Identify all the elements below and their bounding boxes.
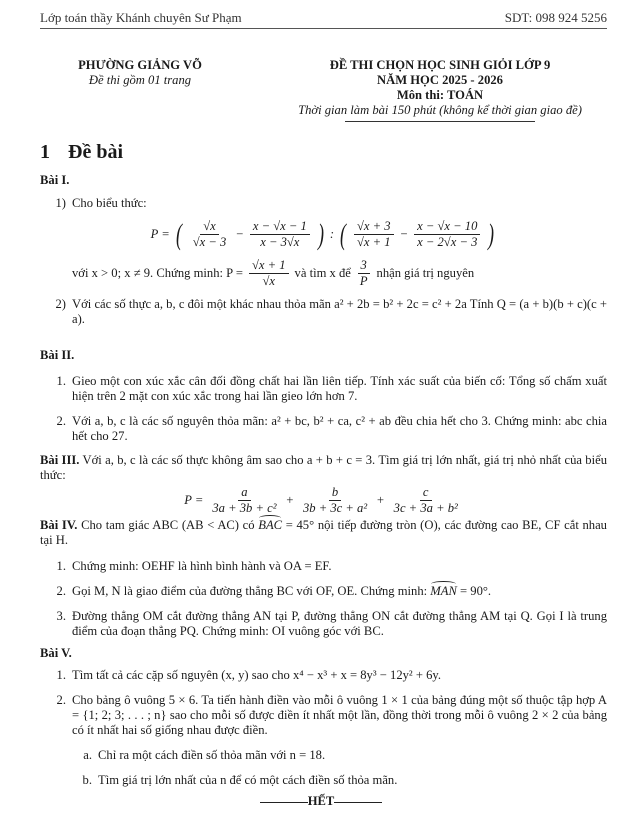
item-number: 2. [56,414,66,428]
text: với x > 0; x ≠ 9. Chứng minh: P = [72,266,243,280]
item-number: 2) [55,297,66,311]
item-text: Với a, b, c là các số nguyên thỏa mãn: a² + bc, b² + ca, c² + ab đều chia hết cho 3. Chứng minh: abc chia hết cho 27. [72,414,607,443]
problem-label: Bài I. [40,173,70,187]
item-number: a. [83,748,92,762]
end-marker [0,794,642,809]
problem-text: Với a, b, c là các số thực không âm sao cho a + b + c = 3. Tìm giá trị lớn nhất, giá trị nhỏ nhất của biểu thức: [40,453,607,482]
fraction: $\frac{√x + 3}{√x + 1}$ [354,219,394,250]
duration: Thời gian làm bài 150 phút (không kể thời gian giao đề) [298,103,582,117]
text: = 45° nội tiếp đường tròn (O), các đường cao BE, CF cắt nhau tại H. [40,518,607,547]
item-text: Với các số thực a, b, c đôi một khác nhau thỏa mãn a² + 2b = b² + 2c = c² + 2a Tính Q = (a + b)(b + c)(c + a). [72,297,607,326]
end-text: HẾT [307,794,335,808]
fraction: $\frac{√x + 1}{√x}$ [249,258,289,289]
item-number: 2. [56,584,66,598]
angle-man: MAN [430,584,457,598]
problem-label: Bài V. [40,646,72,660]
list-item [40,374,607,404]
section-title: Đề bài [68,141,123,163]
problem-4 [40,518,607,639]
problem-label: Bài III. [40,453,80,467]
fraction: $\frac{b}{\text{3b + 3c + a²}}$ [302,485,368,515]
fraction: $\frac{√x}{√x - 3}$ [192,219,227,249]
fraction: $\frac{a}{\text{3a + 3b + c²}}$ [212,485,277,515]
sub-item [40,773,607,788]
eq-lhs: P = [184,493,204,507]
item-number: 1. [56,559,66,573]
item-number: 2. [56,693,66,707]
list-item [40,196,607,211]
operator: : [329,227,335,241]
list-item [40,414,607,444]
list-item [40,297,607,327]
list-item [40,559,607,574]
header-left: Lớp toán thầy Khánh chuyên Sư Phạm [40,10,242,25]
text: và tìm x để [294,266,351,280]
text: Gọi M, N là giao điểm của đường thẳng BC với OF, OE. Chứng minh: [72,584,431,598]
item-number: 1. [56,374,66,388]
problem-2 [40,348,607,444]
page-count: Đề thi gồm 01 trang [88,73,192,87]
equation-p: P = ( $\frac{√x}{√x - 3}$ − $\frac{x - √x - 1}{x - 3√x}$ ) : ( $\frac{√x + 3}{√x + 1}$ − $\frac{x - √x - 10}{x - 2√x - 3}$ ) [150,217,495,251]
equation-p [40,485,607,516]
item-text: Đường thẳng OM cắt đường thẳng AN tại P, đường thẳng ON cắt đường thẳng AM tại Q. Gọi I là trung điểm của đoạn thẳng PQ. Chứng minh: OI vuông góc với BC. [72,609,607,638]
operator: + [376,493,385,507]
fraction: $\frac{3}{P}$ [357,258,371,289]
condition-line [72,258,607,289]
item-number: b. [82,773,92,787]
school-year: NĂM HỌC 2025 - 2026 [377,73,503,87]
problem-3 [40,453,607,516]
subject: Môn thi: TOÁN [396,88,484,102]
header-right: SDT: 098 924 5256 [504,10,607,25]
exam-title: ĐỀ THI CHỌN HỌC SINH GIỎI LỚP 9 [329,58,551,72]
title-left [40,58,240,88]
fraction: $\frac{x - √x - 1}{x - 3√x}$ [250,219,310,250]
fraction: $\frac{x - √x - 10}{x - 2√x - 3}$ [414,219,480,250]
list-item [40,693,607,738]
item-text: Chỉ ra một cách điền số thỏa mãn với n = 18. [98,748,326,762]
organization: PHƯỜNG GIẢNG VÕ [78,58,202,72]
section-number: 1 [40,141,50,163]
item-text: Tìm tất cả các cặp số nguyên (x, y) sao cho x⁴ − x³ + x = 8y³ − 12y² + 6y. [72,668,442,682]
page-header [40,10,607,29]
item-text: Cho biểu thức: [72,196,147,210]
item-text: Gieo một con xúc xắc cân đối đồng chất hai lần liên tiếp. Tính xác suất của biến cố: Tổng số chấm xuất hiện trên 2 mặt con xúc xắc trong hai lần gieo lớn hơn 7. [72,374,607,403]
item-number: 1) [55,196,66,210]
list-item [40,668,607,683]
item-number: 1. [56,668,66,682]
item-text: Tìm giá trị lớn nhất của n để có một cách điền số thỏa mãn. [98,773,398,787]
eq-lhs: P = [150,227,170,241]
operator: − [399,227,409,241]
problem-1 [40,173,607,327]
text: nhận giá trị nguyên [376,266,475,280]
text: = 90°. [456,584,492,598]
sub-item [40,748,607,763]
list-item [40,609,607,639]
divider [345,121,535,122]
list-item [40,584,607,599]
operator: − [235,227,244,241]
item-text: Chứng minh: OEHF là hình bình hành và OA = EF. [72,559,332,573]
problem-5 [40,646,607,788]
operator: + [285,493,294,507]
fraction: $\frac{c}{\text{3c + 3a + b²}}$ [393,485,458,515]
item-number: 3. [56,609,66,623]
problem-label: Bài IV. [40,518,78,532]
title-right [270,58,610,122]
section-heading [40,140,123,164]
angle-bac: BAC [258,518,283,532]
problem-label: Bài II. [40,348,75,362]
text: Cho tam giác ABC (AB < AC) có [81,518,259,532]
item-text: Cho bảng ô vuông 5 × 6. Ta tiến hành điền vào mỗi ô vuông 1 × 1 của bảng đúng một số thuộc tập hợp A = {1; 2; 3; . . . ; n} sao cho mỗi số được điền ít nhất một lần, đồng thời trong mỗi ô vuông 2 × 2 của bảng có ít nhất hai số giống nhau được điền. [72,693,607,737]
